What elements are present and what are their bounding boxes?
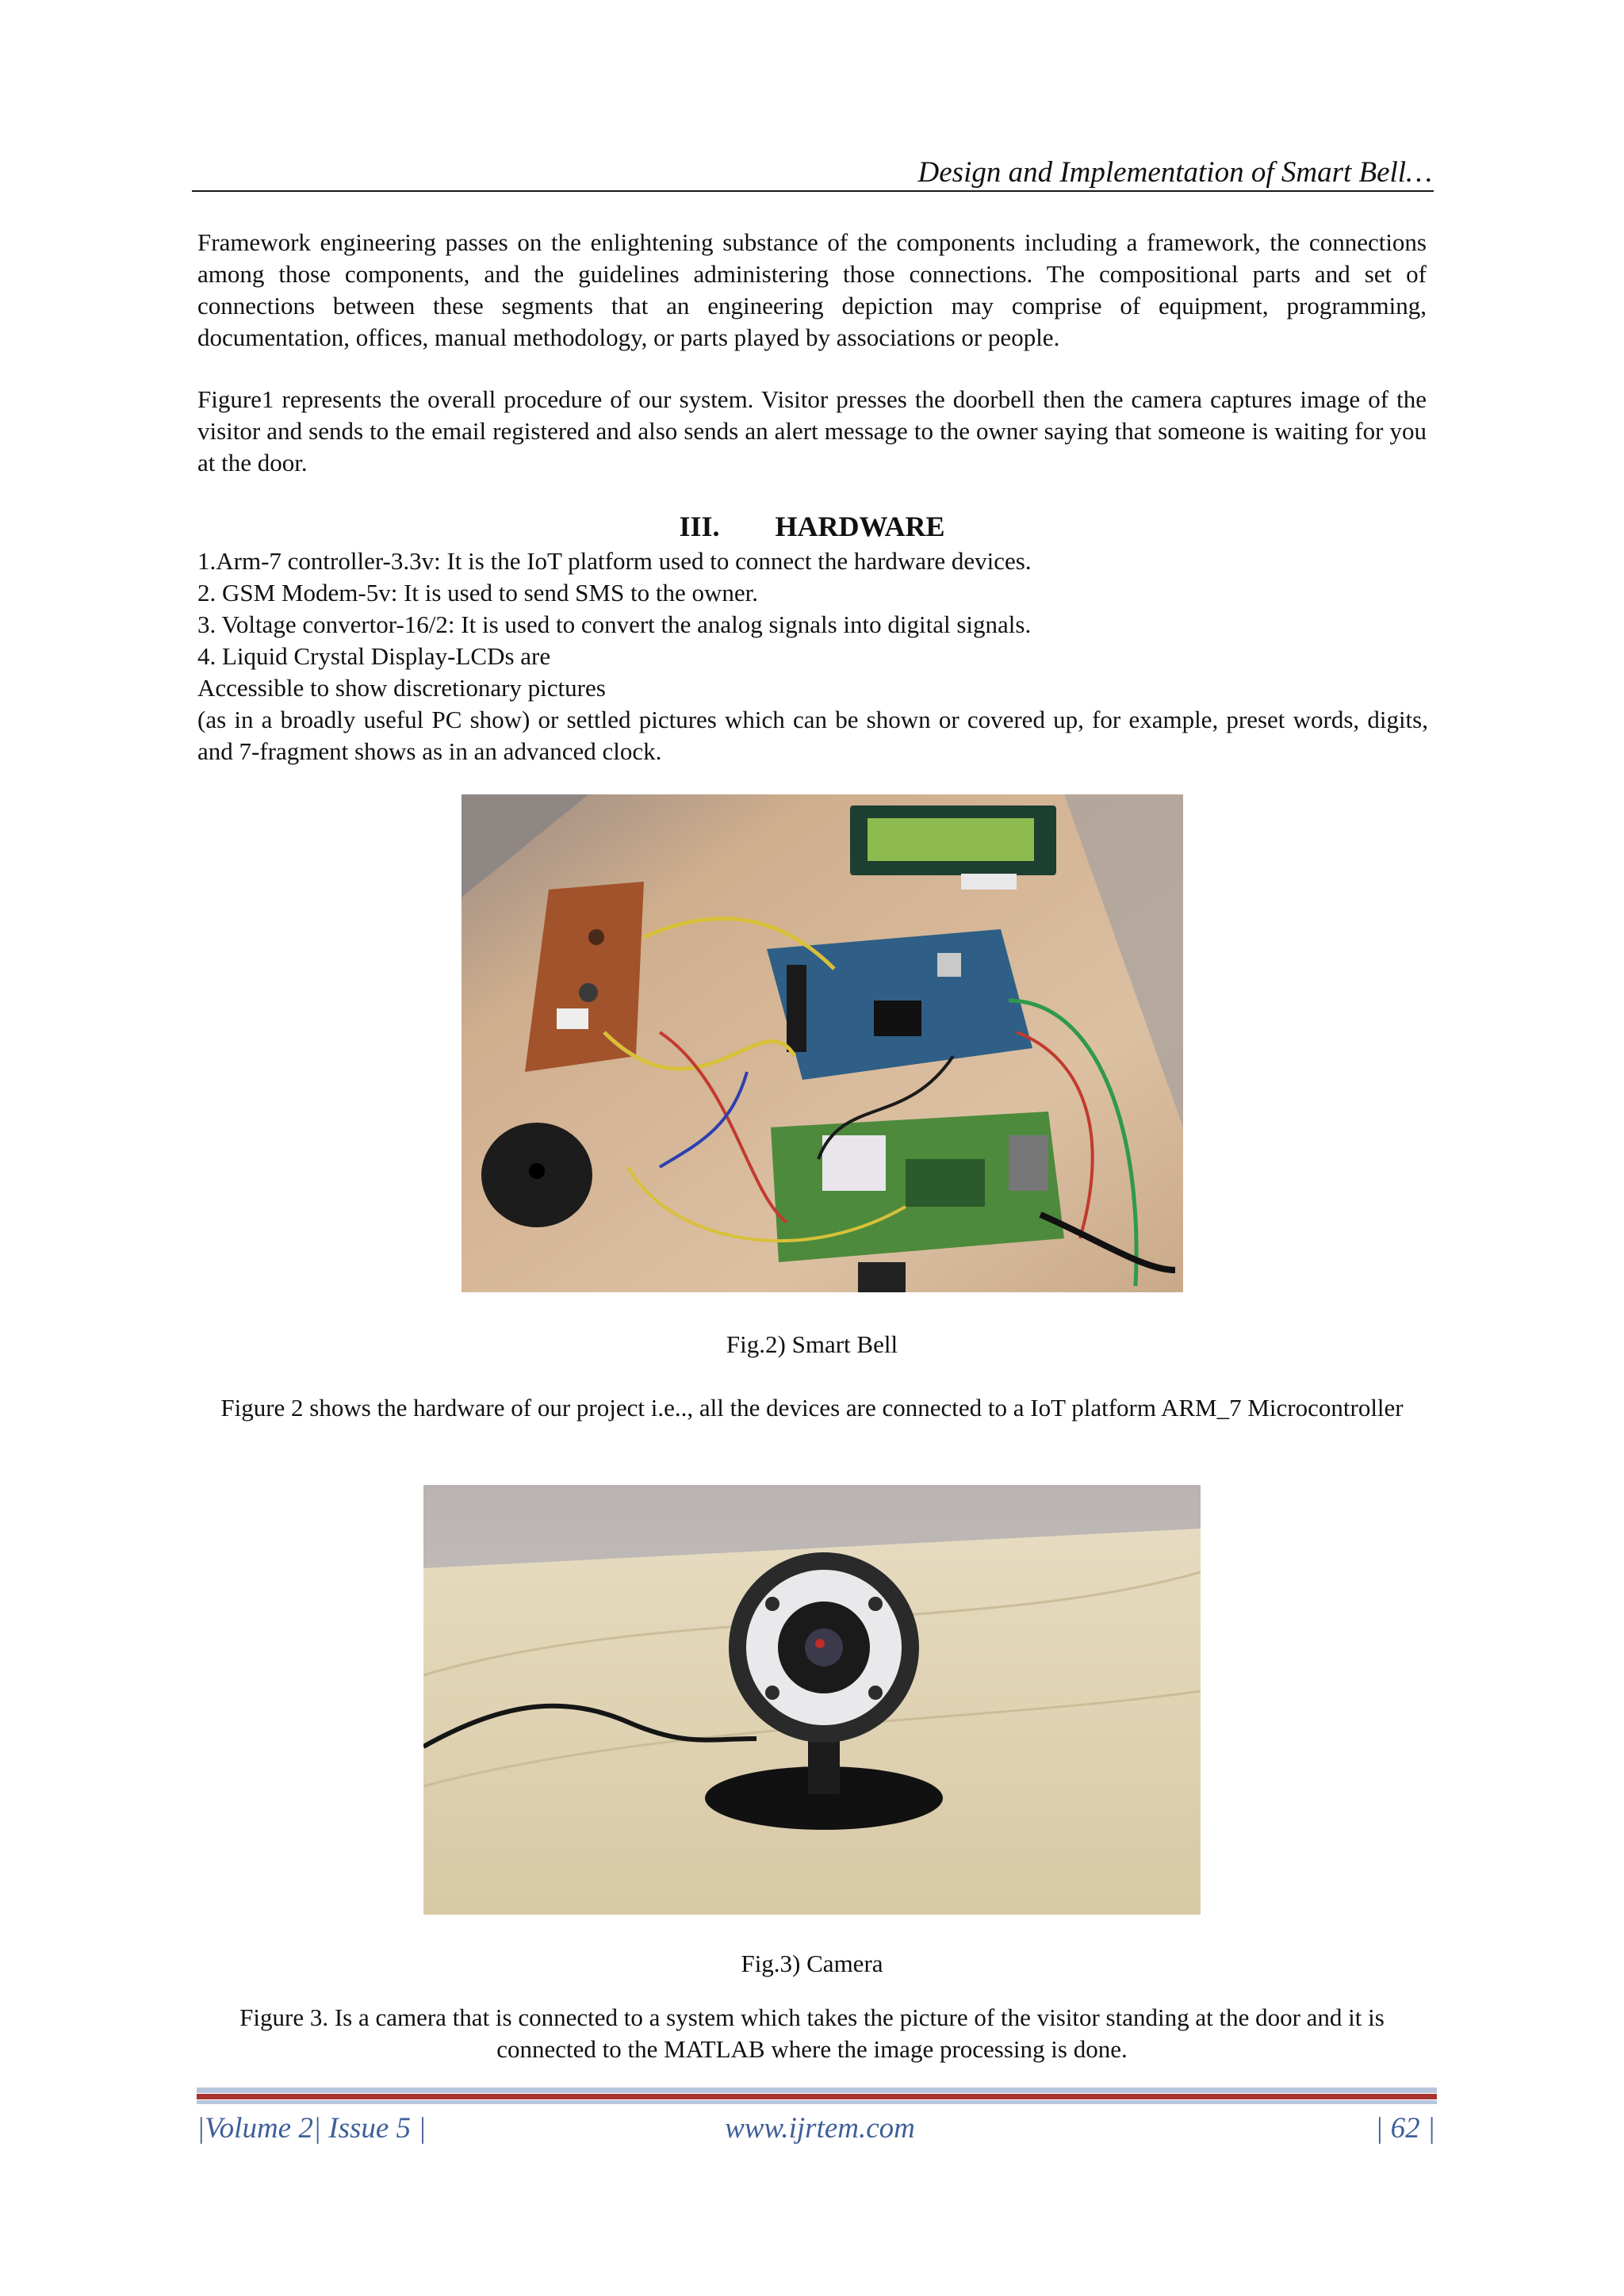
- figure-3-description: Figure 3. Is a camera that is connected to a system which takes the picture of the visitor standing at the door and it is connected to the MATLAB where the image processing is done.: [239, 2003, 1385, 2063]
- figure-3-caption: Fig.3) Camera: [741, 1950, 883, 1977]
- footer-volume-issue: |Volume 2| Issue 5 |: [197, 2112, 427, 2145]
- hardware-item-arm7: 1.Arm-7 controller-3.3v: It is the IoT platform used to connect the hardware devices.: [197, 547, 1032, 575]
- smart-bell-photo: [462, 794, 1183, 1292]
- hardware-item-lcd: 4. Liquid Crystal Display-LCDs are: [197, 642, 551, 670]
- running-head-title: Design and Implementation of Smart Bell…: [917, 156, 1432, 189]
- camera-illustration: [423, 1485, 1201, 1915]
- footer-page-number: | 62 |: [1375, 2112, 1435, 2145]
- body-paragraph-2: Figure1 represents the overall procedure of our system. Visitor presses the doorbell then the camera captures image of the visitor and sends to the email registered and also sends an alert message to the owner saying that someone is waiting for you at the door.: [197, 385, 1427, 476]
- hardware-item-lcd-line-3: (as in a broadly useful PC show) or settled pictures which can be shown or covered up, for example, preset words, digits, and 7-fragment shows as in an advanced clock.: [197, 706, 1428, 765]
- smart-bell-illustration: [462, 794, 1183, 1292]
- body-paragraph-1: Framework engineering passes on the enlightening substance of the components including a framework, the connections among those components, and the guidelines administering those connections. The compositional parts and set of connections between these segments that an engineering depiction may comprise of equipment, programming, documentation, offices, manual methodology, or parts played by associations or people.: [197, 228, 1427, 351]
- section-number: III.: [679, 511, 720, 542]
- footer-rule-top: [197, 2087, 1437, 2093]
- section-title: HARDWARE: [775, 511, 945, 542]
- hardware-item-voltage-convertor: 3. Voltage convertor-16/2: It is used to convert the analog signals into digital signals.: [197, 610, 1032, 638]
- hardware-item-lcd-line-2: Accessible to show discretionary pictures: [197, 674, 606, 702]
- footer-rule-bottom: [197, 2100, 1437, 2104]
- hardware-item-gsm: 2. GSM Modem-5v: It is used to send SMS to the owner.: [197, 579, 758, 607]
- footer-website-link[interactable]: www.ijrtem.com: [725, 2112, 915, 2145]
- hardware-list: [197, 545, 1428, 767]
- figure-2-description: Figure 2 shows the hardware of our project i.e.., all the devices are connected to a IoT platform ARM_7 Microcontroller: [220, 1394, 1404, 1422]
- section-heading: [197, 508, 1427, 545]
- header-rule: [192, 190, 1434, 192]
- footer-rule-middle: [197, 2094, 1437, 2099]
- camera-photo: [423, 1485, 1201, 1915]
- figure-2-caption: Fig.2) Smart Bell: [726, 1330, 898, 1358]
